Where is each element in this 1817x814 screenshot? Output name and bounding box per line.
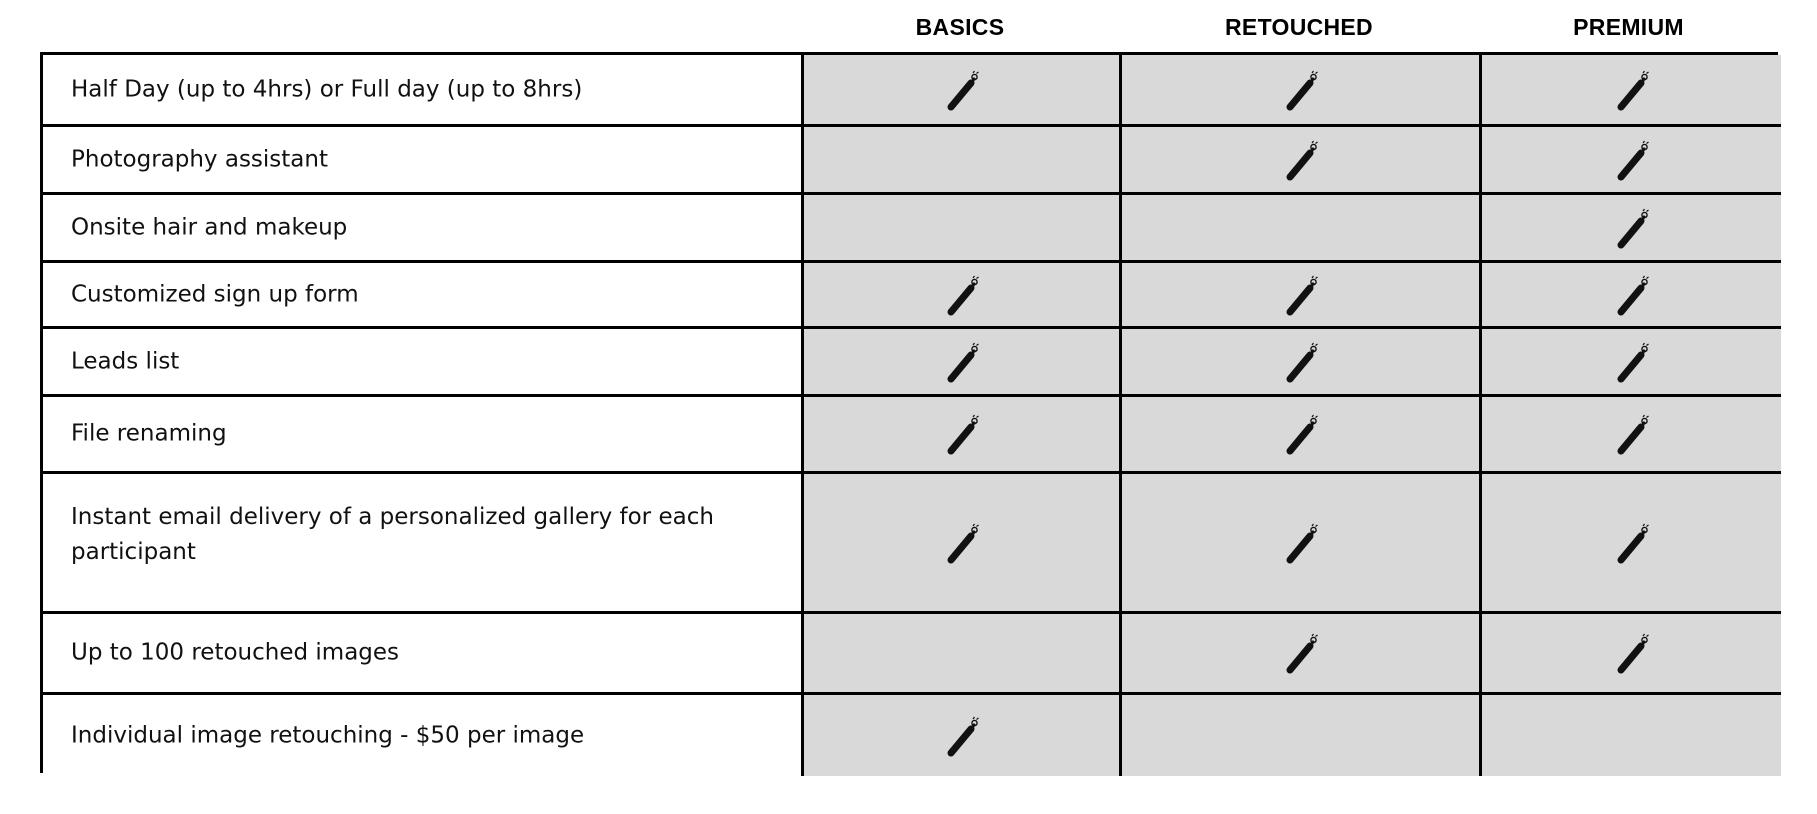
comparison-table bbox=[40, 52, 1778, 773]
row-label-cell bbox=[43, 614, 804, 695]
pencil-check-icon bbox=[942, 66, 982, 114]
feature-cell-premium bbox=[1482, 474, 1781, 614]
pencil-check-icon bbox=[1612, 410, 1652, 458]
pencil-check-icon bbox=[1612, 629, 1652, 677]
feature-cell-basics bbox=[804, 263, 1122, 329]
row-label: Individual image retouching - $50 per image bbox=[71, 722, 585, 748]
column-header-basics: BASICS bbox=[915, 13, 1005, 40]
pencil-check-icon bbox=[1281, 271, 1321, 319]
row-label-cell bbox=[43, 195, 804, 263]
feature-cell-retouched bbox=[1122, 329, 1482, 397]
row-label: Instant email delivery of a personalized gallery for each participant bbox=[71, 504, 714, 565]
pencil-check-icon bbox=[942, 712, 982, 760]
feature-cell-retouched bbox=[1122, 127, 1482, 195]
pencil-check-icon bbox=[1612, 66, 1652, 114]
pencil-check-icon bbox=[1281, 519, 1321, 567]
feature-cell-basics bbox=[804, 329, 1122, 397]
feature-cell-retouched bbox=[1122, 397, 1482, 474]
feature-cell-basics bbox=[804, 195, 1122, 263]
pencil-check-icon bbox=[1612, 338, 1652, 386]
row-label: Onsite hair and makeup bbox=[71, 214, 348, 240]
pencil-check-icon bbox=[1612, 519, 1652, 567]
feature-cell-retouched bbox=[1122, 195, 1482, 263]
pencil-check-icon bbox=[1612, 136, 1652, 184]
row-label: Leads list bbox=[71, 348, 180, 374]
row-label-cell bbox=[43, 397, 804, 474]
row-label-cell bbox=[43, 329, 804, 397]
feature-cell-basics bbox=[804, 397, 1122, 474]
feature-cell-retouched bbox=[1122, 474, 1482, 614]
column-header-premium: PREMIUM bbox=[1573, 13, 1684, 40]
feature-cell-premium bbox=[1482, 614, 1781, 695]
pencil-check-icon bbox=[1281, 410, 1321, 458]
pencil-check-icon bbox=[942, 271, 982, 319]
feature-cell-retouched bbox=[1122, 614, 1482, 695]
feature-cell-premium bbox=[1482, 329, 1781, 397]
pencil-check-icon bbox=[1612, 204, 1652, 252]
pencil-check-icon bbox=[942, 410, 982, 458]
feature-cell-retouched bbox=[1122, 263, 1482, 329]
column-header-retouched: RETOUCHED bbox=[1225, 13, 1373, 40]
feature-cell-basics bbox=[804, 55, 1122, 127]
feature-cell-premium bbox=[1482, 695, 1781, 776]
feature-cell-premium bbox=[1482, 195, 1781, 263]
feature-cell-premium bbox=[1482, 55, 1781, 127]
feature-cell-retouched bbox=[1122, 695, 1482, 776]
feature-cell-premium bbox=[1482, 127, 1781, 195]
pencil-check-icon bbox=[942, 519, 982, 567]
row-label: File renaming bbox=[71, 420, 227, 447]
row-label: Photography assistant bbox=[71, 146, 328, 172]
pencil-check-icon bbox=[1612, 271, 1652, 319]
feature-cell-premium bbox=[1482, 263, 1781, 329]
pencil-check-icon bbox=[1281, 629, 1321, 677]
row-label: Half Day (up to 4hrs) or Full day (up to 8hrs) bbox=[71, 76, 583, 102]
feature-cell-premium bbox=[1482, 397, 1781, 474]
feature-cell-basics bbox=[804, 127, 1122, 195]
pencil-check-icon bbox=[1281, 66, 1321, 114]
feature-cell-basics bbox=[804, 695, 1122, 776]
pencil-check-icon bbox=[1281, 136, 1321, 184]
row-label: Customized sign up form bbox=[71, 281, 359, 307]
row-label-cell bbox=[43, 695, 804, 776]
row-label-cell bbox=[43, 474, 804, 614]
pencil-check-icon bbox=[942, 338, 982, 386]
pencil-check-icon bbox=[1281, 338, 1321, 386]
row-label-cell bbox=[43, 127, 804, 195]
row-label-cell bbox=[43, 55, 804, 127]
row-label: Up to 100 retouched images bbox=[71, 639, 400, 666]
feature-cell-basics bbox=[804, 614, 1122, 695]
row-label-cell bbox=[43, 263, 804, 329]
feature-cell-basics bbox=[804, 474, 1122, 614]
feature-cell-retouched bbox=[1122, 55, 1482, 127]
